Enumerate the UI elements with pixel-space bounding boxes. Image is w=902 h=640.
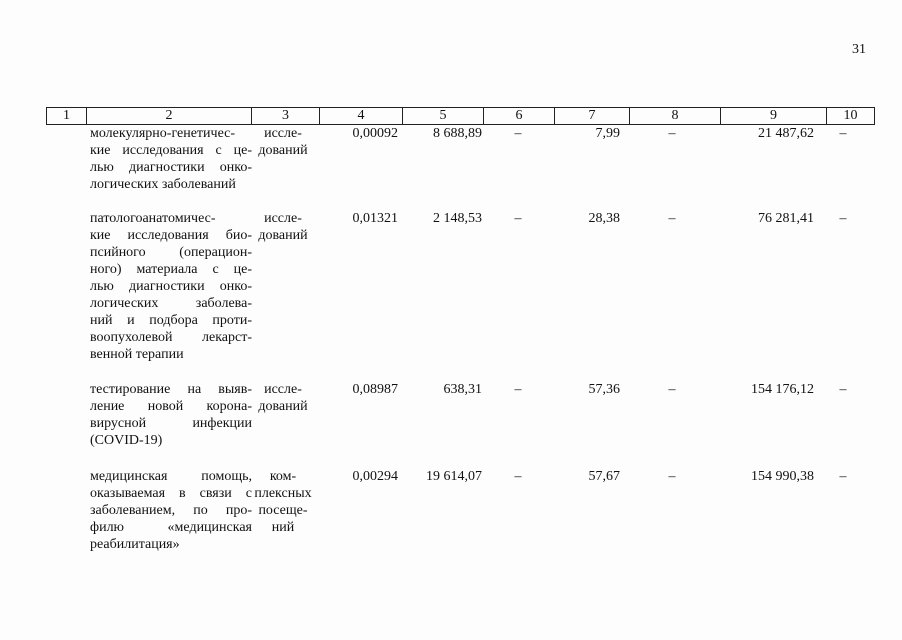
col-4-value: 0,00294 (352, 469, 398, 484)
column-number-header (46, 107, 875, 125)
header-col-7: 7 (555, 108, 630, 125)
col-8-value: – (668, 382, 676, 397)
col-10-value: – (839, 382, 847, 397)
col-6-value: – (514, 126, 522, 141)
col-8-value: – (668, 126, 676, 141)
unit: иссле- дований (258, 126, 308, 158)
col-7-value: 7,99 (595, 126, 620, 141)
col-4-value: 0,08987 (352, 382, 398, 397)
unit: иссле- дований (258, 382, 308, 414)
col-7-value: 57,67 (588, 469, 620, 484)
col-5-value: 19 614,07 (426, 469, 482, 484)
col-9-value: 154 176,12 (751, 382, 814, 397)
col-10-value: – (839, 469, 847, 484)
col-8-value: – (668, 211, 676, 226)
col-8-value: – (668, 469, 676, 484)
header-col-1: 1 (47, 108, 87, 125)
header-col-6: 6 (484, 108, 555, 125)
unit: иссле- дований (258, 211, 308, 243)
header-col-10: 10 (827, 108, 875, 125)
service-name: медицинская помощь, оказываемая в связи с заболеванием, по про- филю «медицинская реабилитация» (90, 469, 252, 552)
unit: ком- плексных посеще- ний (254, 469, 312, 535)
col-9-value: 76 281,41 (758, 211, 814, 226)
col-4-value: 0,00092 (352, 126, 398, 141)
service-name: тестирование на выяв- ление новой корона- вирусной инфекции (COVID-19) (90, 382, 252, 448)
header-col-4: 4 (320, 108, 403, 125)
col-7-value: 57,36 (588, 382, 620, 397)
header-col-3: 3 (252, 108, 320, 125)
service-name: патологоанатомичес- кие исследования био- псийного (операцион- ного) материала с це- лью диагностики онко- логических заболева- ний и подбора проти- воопухолевой лекарст- венной терапии (90, 211, 252, 362)
col-5-value: 638,31 (443, 382, 482, 397)
col-5-value: 8 688,89 (433, 126, 482, 141)
col-9-value: 154 990,38 (751, 469, 814, 484)
col-6-value: – (514, 382, 522, 397)
col-6-value: – (514, 469, 522, 484)
header-col-9: 9 (721, 108, 827, 125)
col-10-value: – (839, 211, 847, 226)
col-9-value: 21 487,62 (758, 126, 814, 141)
col-5-value: 2 148,53 (433, 211, 482, 226)
col-7-value: 28,38 (588, 211, 620, 226)
header-col-2: 2 (87, 108, 252, 125)
page-number: 31 (852, 42, 866, 57)
header-col-8: 8 (630, 108, 721, 125)
col-10-value: – (839, 126, 847, 141)
header-col-5: 5 (403, 108, 484, 125)
service-name: молекулярно-генетичес- кие исследования с це- лью диагностики онко- логических заболеваний (90, 126, 252, 192)
col-6-value: – (514, 211, 522, 226)
col-4-value: 0,01321 (352, 211, 398, 226)
